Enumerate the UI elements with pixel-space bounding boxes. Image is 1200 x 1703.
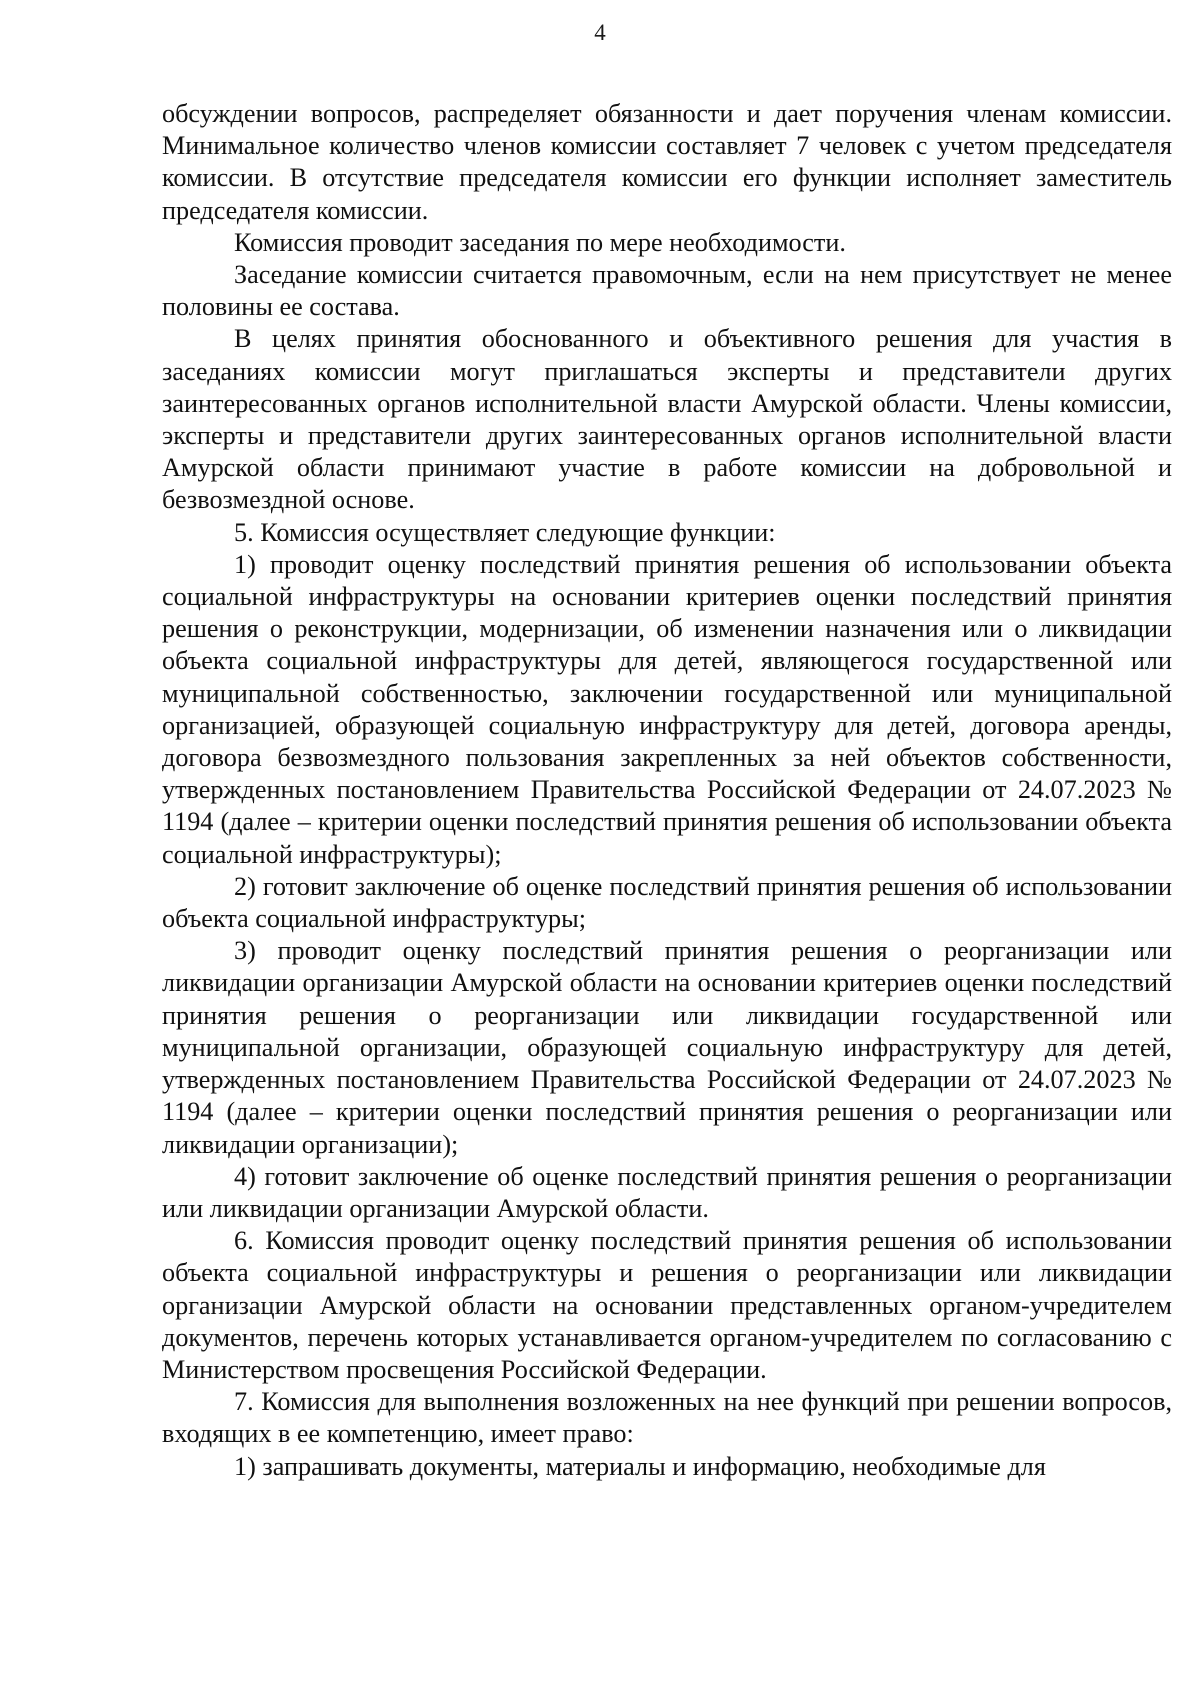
paragraph-function-1: 1) проводит оценку последствий принятия решения об использовании объекта социальной инфраструктуры на основании критериев оценки последствий принятия решения о реконструкции, модернизации, об изменении назначения или о ликвидации объекта социальной инфраструктуры для детей, являющегося государственной или муниципальной собственностью, заключении государственной или муниципальной организацией, образующей социальную инфраструктуру для детей, договора аренды, договора безвозмездного пользования закрепленных за ней объектов собственности, утвержденных постановлением Правительства Российской Федерации от 24.07.2023 № 1194 (далее – критерии оценки последствий принятия решения об использовании объекта социальной инфраструктуры);: [162, 549, 1172, 869]
paragraph-section-7: 7. Комиссия для выполнения возложенных на нее функций при решении вопросов, входящих в ее компетенцию, имеет право:: [162, 1387, 1172, 1449]
paragraph-experts: В целях принятия обоснованного и объективного решения для участия в заседаниях комиссии могут приглашаться эксперты и представители других заинтересованных органов исполнительной власти Амурской области. Члены комиссии, эксперты и представители других заинтересованных органов исполнительной власти Амурской области принимают участие в работе комиссии на добровольной и безвозмездной основе.: [162, 324, 1172, 515]
document-body: [162, 98, 1172, 1483]
page-number: 4: [594, 20, 606, 45]
paragraph-meetings: Комиссия проводит заседания по мере необходимости.: [234, 227, 846, 257]
paragraph-continuation: обсуждении вопросов, распределяет обязанности и дает поручения членам комиссии. Минимальное количество членов комиссии составляет 7 человек с учетом председателя комиссии. В отсутствие председателя комиссии его функции исполняет заместитель председателя комиссии.: [162, 99, 1172, 225]
paragraph-right-1: 1) запрашивать документы, материалы и информацию, необходимые для: [234, 1451, 1046, 1481]
paragraph-function-4: 4) готовит заключение об оценке последствий принятия решения о реорганизации или ликвидации организации Амурской области.: [162, 1161, 1172, 1223]
paragraph-section-6: 6. Комиссия проводит оценку последствий принятия решения об использовании объекта социальной инфраструктуры и решения о реорганизации или ликвидации организации Амурской области на основании представленных органом-учредителем документов, перечень которых устанавливается органом-учредителем по согласованию с Министерством просвещения Российской Федерации.: [162, 1226, 1172, 1384]
paragraph-function-3: 3) проводит оценку последствий принятия решения о реорганизации или ликвидации организации Амурской области на основании критериев оценки последствий принятия решения о реорганизации или ликвидации государственной или муниципальной организации, образующей социальную инфраструктуру для детей, утвержденных постановлением Правительства Российской Федерации от 24.07.2023 № 1194 (далее – критерии оценки последствий принятия решения о реорганизации или ликвидации организации);: [162, 936, 1172, 1159]
paragraph-quorum: Заседание комиссии считается правомочным, если на нем присутствует не менее половины ее состава.: [162, 260, 1172, 322]
paragraph-section-5: 5. Комиссия осуществляет следующие функции:: [234, 517, 776, 547]
paragraph-function-2: 2) готовит заключение об оценке последствий принятия решения об использовании объекта социальной инфраструктуры;: [162, 871, 1172, 934]
